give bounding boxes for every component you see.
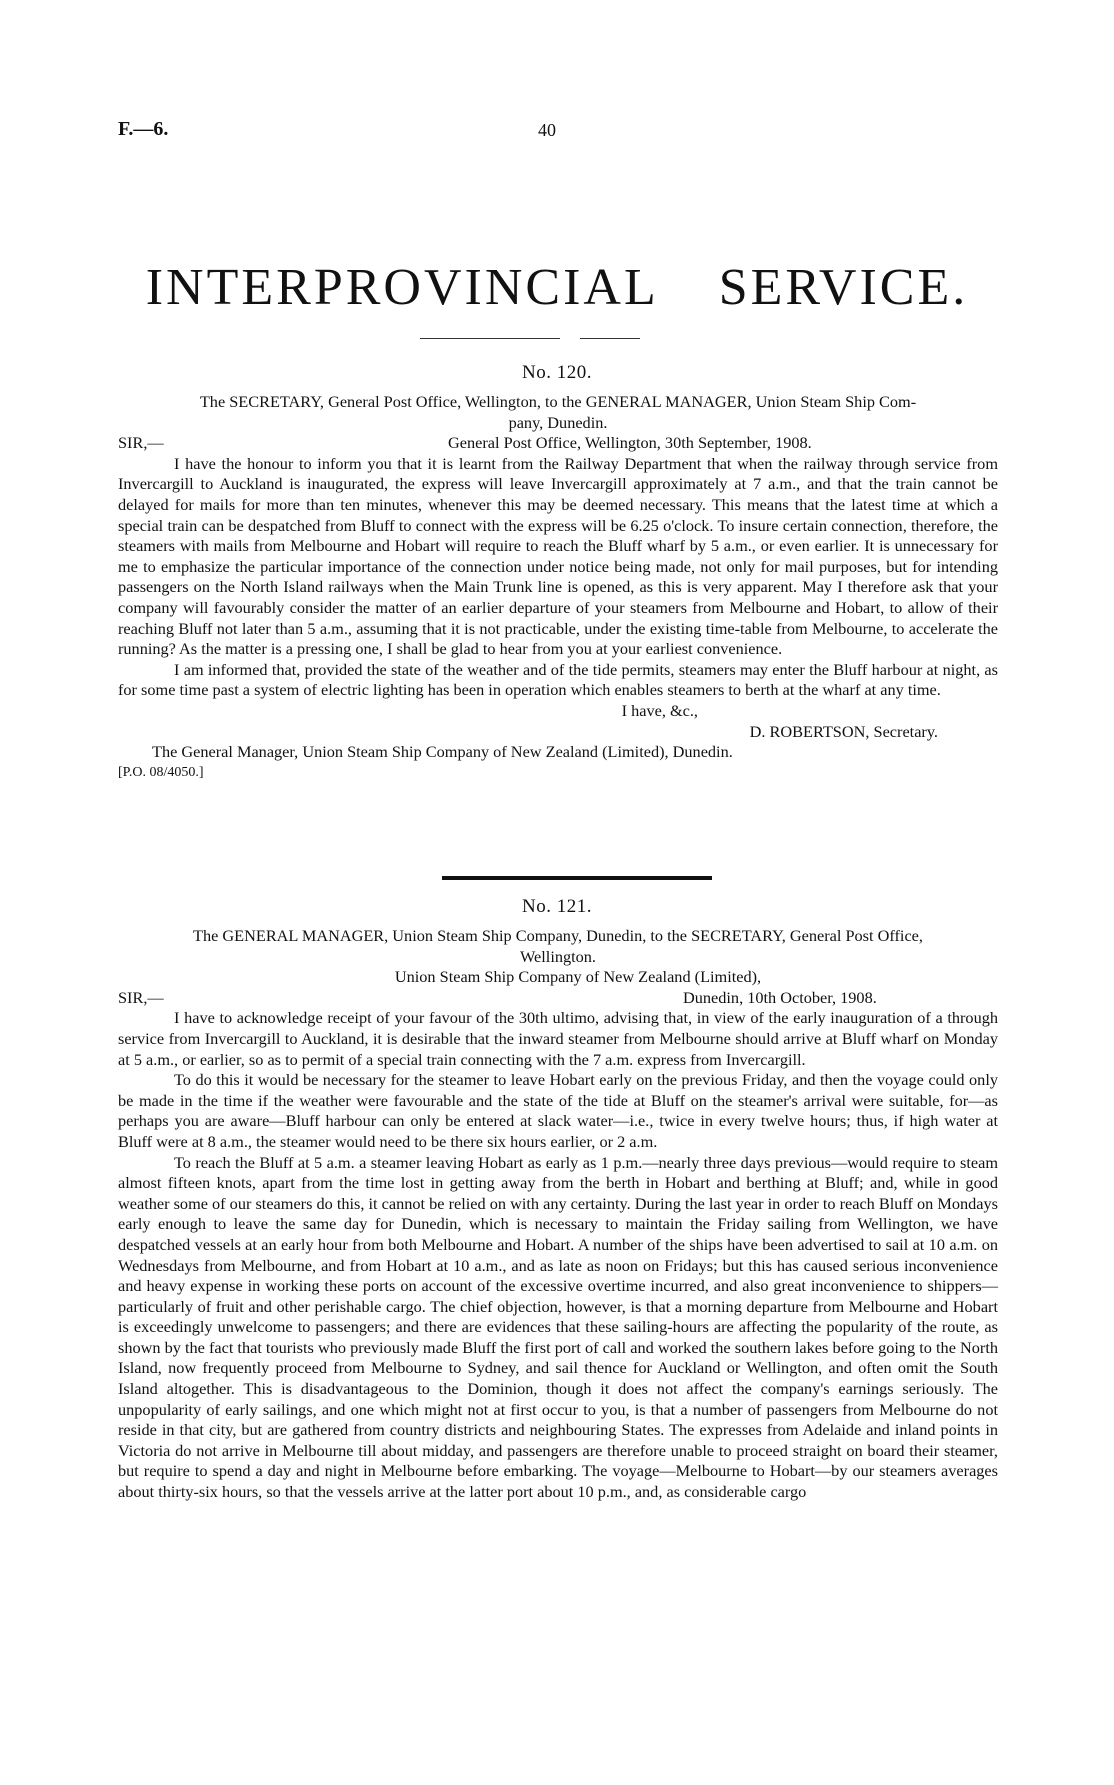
letter-121-number: No. 121. xyxy=(522,896,592,917)
page-number: 40 xyxy=(538,120,556,140)
letter-120-address-line1: The SECRETARY, General Post Office, Wellington, to the GENERAL MANAGER, Union Steam Ship Com- xyxy=(199,392,917,411)
title-divider-segment xyxy=(580,338,640,339)
page-header xyxy=(118,118,998,148)
letter-120-signature: D. ROBERTSON, Secretary. xyxy=(749,721,938,741)
letter-120-addressee: The General Manager, Union Steam Ship Company of New Zealand (Limited), Dunedin. xyxy=(152,742,733,762)
title-part1: INTERPROVINCIAL xyxy=(145,259,659,316)
title-part2: SERVICE. xyxy=(718,259,969,316)
letter-121-address-line2: Wellington. xyxy=(519,946,596,966)
letter-120-salutation-row xyxy=(118,433,998,454)
letter-121-paragraph-2: To do this it would be necessary for the steamer to leave Hobart early on the previous Friday, and then the voyage could only be made in the time if the weather were favourable and the state of the tide at Bluff on the steamer's arrival were suitable, for—as perhaps you are aware—Bluff harbour can only be entered at slack water—i.e., twice in every twelve hours; thus, if high water at Bluff were at 8 a.m., the steamer would need to be there six hours earlier, or 2 a.m. xyxy=(118,1070,998,1151)
letter-121-date: Dunedin, 10th October, 1908. xyxy=(683,987,877,1007)
page-title xyxy=(0,258,1114,317)
document-reference: F.—6. xyxy=(118,118,169,140)
letter-120-closing: I have, &c., xyxy=(621,700,698,720)
letter-121-salutation: SIR,— xyxy=(118,987,164,1007)
letter-121-address-line1: The GENERAL MANAGER, Union Steam Ship Company, Dunedin, to the SECRETARY, General Post Office, xyxy=(193,926,923,945)
letter-120-number: No. 120. xyxy=(522,362,592,383)
letter-121-body xyxy=(118,926,998,1503)
letter-121-salutation-row xyxy=(118,988,998,1009)
letter-120-date: General Post Office, Wellington, 30th September, 1908. xyxy=(448,433,812,453)
letter-121-paragraph-1: I have to acknowledge receipt of your favour of the 30th ultimo, advising that, in view of the early inauguration of a through service from Invercargill to Auckland, it is desirable that the inward steamer from Melbourne should arrive at Bluff wharf on Monday at 5 a.m., or earlier, so as to permit of a special train connecting with the 7 a.m. express from Invercargill. xyxy=(118,1008,998,1069)
letter-121-sender: Union Steam Ship Company of New Zealand (Limited), xyxy=(394,967,762,987)
letter-120-address-line2: pany, Dunedin. xyxy=(508,412,608,432)
letter-121-paragraph-3: To reach the Bluff at 5 a.m. a steamer leaving Hobart as early as 1 p.m.—nearly three days previous—would require to steam almost fifteen knots, apart from the time lost in getting away from the berth in Hobart and berthing at Bluff; and, while in good weather some of our steamers do this, it cannot be relied on with any certainty. During the last year in order to reach Bluff on Mondays early enough to leave the same day for Dunedin, which is necessary to maintain the Friday sailing from Wellington, we have despatched vessels at an early hour from both Melbourne and Hobart. A number of the ships have been advertised to sail at 10 a.m. on Wednesdays from Melbourne, and from Hobart at 10 a.m., and as late as noon on Fridays; but this has caused serious inconvenience and heavy expense in working these ports on account of the excessive overtime incurred, and also great inconvenience to shippers—particularly of fruit and other perishable cargo. The chief objection, however, is that a morning departure from Melbourne and Hobart is exceedingly unwelcome to passengers; and there are evidences that these sailing-hours are affecting the popularity of the route, as shown by the fact that tourists who previously made Bluff the first port of call and worked the southern lakes before going to the North Island, now frequently proceed from Melbourne to Sydney, and sail thence for Auckland or Wellington, and often omit the South Island altogether. This is disadvantageous to the Dominion, though it does not affect the company's earnings seriously. The unpopularity of early sailings, and one which might not at first occur to you, is that a number of passengers from Melbourne do not reside in that city, but are gathered from country districts and neighbouring States. The expresses from Adelaide and inland points in Victoria do not arrive in Melbourne till about midday, and passengers are therefore unable to proceed straight on board their steamer, but require to spend a day and night in Melbourne before embarking. The voyage—Melbourne to Hobart—by our steamers averages about thirty-six hours, so that the vessels arrive at the latter port about 10 p.m., and, as considerable cargo xyxy=(118,1152,998,1502)
letter-120-body xyxy=(118,392,998,783)
letter-120-file-ref: [P.O. 08/4050.] xyxy=(118,764,204,780)
letter-120-paragraph-1: I have the honour to inform you that it is learnt from the Railway Department that when the railway through service from Invercargill to Auckland is inaugurated, the express will leave Invercargill approximately at 7 a.m., and that the train cannot be delayed for mails for more than ten minutes, whenever this may be deemed necessary. This means that the latest time at which a special train can be despatched from Bluff to connect with the express will be 6.25 o'clock. To insure certain connection, therefore, the steamers with mails from Melbourne and Hobart will require to reach the Bluff wharf by 5 a.m., or even earlier. It is unnecessary for me to emphasize the particular importance of the connection under notice being made, not only for mail purposes, but for intending passengers on the North Island railways when the Main Trunk line is opened, as this is very apparent. May I therefore ask that your company will favourably consider the matter of an earlier departure of your steamers from Melbourne and Hobart, to allow of their reaching Bluff not later than 5 a.m., assuming that it is not practicable, under the existing time-table from Melbourne, to accelerate the running? As the matter is a pressing one, I shall be glad to hear from you at your earliest convenience. xyxy=(118,453,998,659)
title-divider xyxy=(420,338,560,339)
section-divider xyxy=(442,876,712,880)
letter-120-salutation: SIR,— xyxy=(118,433,164,453)
letter-120-paragraph-2: I am informed that, provided the state of the weather and of the tide permits, steamers may enter the Bluff harbour at night, as for some time past a system of electric lighting has been in operation which enables steamers to berth at the wharf at any time. xyxy=(118,659,998,700)
